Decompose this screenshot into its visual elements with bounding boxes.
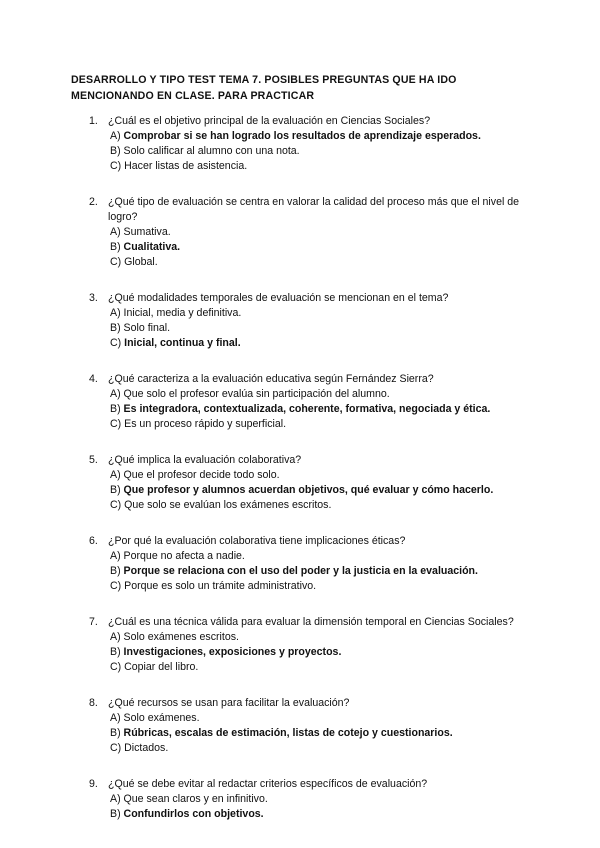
answer-option-correct (110, 726, 541, 741)
option-text: Es un proceso rápido y superficial. (124, 418, 287, 430)
option-text: Que solo el profesor evalúa sin participación del alumno. (123, 388, 390, 400)
question-number: 9. (89, 778, 98, 790)
question-item (71, 615, 541, 675)
option-text: Porque no afecta a nadie. (123, 550, 245, 562)
question-number: 2. (89, 196, 98, 208)
question-item (71, 453, 541, 513)
question-number: 6. (89, 535, 98, 547)
option-letter: A) (110, 226, 124, 238)
question-number: 7. (89, 616, 98, 628)
option-text: Solo final. (123, 322, 171, 334)
correct-answer-text: Comprobar si se han logrado los resultados de aprendizaje esperados. (123, 130, 481, 142)
option-letter: A) (110, 631, 124, 643)
answer-option-correct (110, 483, 541, 498)
option-text: Solo calificar al alumno con una nota. (123, 145, 300, 157)
question-number: 3. (89, 292, 98, 304)
question-text: ¿Qué recursos se usan para facilitar la evaluación? (108, 697, 350, 709)
answer-option (110, 417, 541, 432)
option-letter: C) (110, 661, 125, 673)
option-letter: B) (110, 565, 124, 577)
answer-option (110, 792, 541, 807)
answer-option-correct (110, 807, 541, 822)
answer-options (108, 387, 541, 432)
answer-option-correct (110, 240, 541, 255)
answer-option (110, 468, 541, 483)
option-text: Que el profesor decide todo solo. (123, 469, 280, 481)
answer-option (110, 387, 541, 402)
option-text: Sumativa. (123, 226, 171, 238)
answer-option-correct (110, 645, 541, 660)
answer-options (108, 129, 541, 174)
answer-option-correct (110, 336, 541, 351)
answer-option (110, 579, 541, 594)
correct-answer-text: Confundirlos con objetivos. (123, 808, 264, 820)
document-title-line-1: DESARROLLO Y TIPO TEST TEMA 7. POSIBLES PREGUNTAS QUE HA IDO (71, 74, 457, 86)
document-title (71, 72, 541, 104)
option-letter: B) (110, 646, 124, 658)
question-text: ¿Cuál es el objetivo principal de la evaluación en Ciencias Sociales? (108, 115, 431, 127)
option-letter: C) (110, 742, 125, 754)
option-letter: B) (110, 403, 124, 415)
answer-option (110, 144, 541, 159)
question-text: ¿Qué modalidades temporales de evaluación se mencionan en el tema? (108, 292, 449, 304)
answer-options (108, 306, 541, 351)
correct-answer-text: Rúbricas, escalas de estimación, listas de cotejo y cuestionarios. (123, 727, 453, 739)
question-text: ¿Qué implica la evaluación colaborativa? (108, 454, 302, 466)
correct-answer-text: Que profesor y alumnos acuerdan objetivos, qué evaluar y cómo hacerlo. (123, 484, 494, 496)
option-letter: A) (110, 307, 124, 319)
option-letter: B) (110, 241, 124, 253)
option-letter: B) (110, 145, 124, 157)
answer-option (110, 660, 541, 675)
answer-option (110, 711, 541, 726)
question-item (71, 114, 541, 174)
option-text: Que solo se evalúan los exámenes escritos. (124, 499, 332, 511)
option-letter: C) (110, 160, 125, 172)
answer-options (108, 630, 541, 675)
option-letter: A) (110, 712, 124, 724)
correct-answer-text: Porque se relaciona con el uso del poder y la justicia en la evaluación. (123, 565, 478, 577)
answer-option-correct (110, 129, 541, 144)
answer-option (110, 255, 541, 270)
option-letter: B) (110, 322, 124, 334)
option-letter: C) (110, 499, 125, 511)
question-number: 5. (89, 454, 98, 466)
correct-answer-text: Inicial, continua y final. (124, 337, 241, 349)
option-text: Porque es solo un trámite administrativo. (124, 580, 317, 592)
option-letter: C) (110, 256, 125, 268)
answer-option-correct (110, 564, 541, 579)
option-text: Solo exámenes. (123, 712, 200, 724)
option-letter: B) (110, 484, 124, 496)
option-letter: A) (110, 550, 124, 562)
answer-option (110, 741, 541, 756)
answer-options (108, 225, 541, 270)
answer-options (108, 792, 541, 822)
option-text: Copiar del libro. (124, 661, 199, 673)
answer-option (110, 498, 541, 513)
question-text: ¿Qué se debe evitar al redactar criterios específicos de evaluación? (108, 778, 428, 790)
question-item (71, 291, 541, 351)
answer-option (110, 225, 541, 240)
answer-options (108, 549, 541, 594)
question-item (71, 195, 541, 270)
option-letter: A) (110, 793, 124, 805)
option-letter: A) (110, 388, 124, 400)
option-letter: C) (110, 580, 125, 592)
option-text: Dictados. (124, 742, 169, 754)
question-text: ¿Por qué la evaluación colaborativa tiene implicaciones éticas? (108, 535, 406, 547)
option-letter: A) (110, 469, 124, 481)
option-text: Inicial, media y definitiva. (123, 307, 242, 319)
option-letter: A) (110, 130, 124, 142)
option-letter: C) (110, 418, 125, 430)
question-item (71, 372, 541, 432)
question-item (71, 534, 541, 594)
option-letter: C) (110, 337, 125, 349)
answer-option (110, 630, 541, 645)
option-text: Que sean claros y en infinitivo. (123, 793, 268, 805)
correct-answer-text: Es integradora, contextualizada, coherente, formativa, negociada y ética. (123, 403, 491, 415)
question-number: 4. (89, 373, 98, 385)
answer-options (108, 468, 541, 513)
question-text: ¿Qué caracteriza a la evaluación educativa según Fernández Sierra? (108, 373, 434, 385)
option-text: Hacer listas de asistencia. (124, 160, 248, 172)
question-text: ¿Qué tipo de evaluación se centra en valorar la calidad del proceso más que el nivel de logro? (108, 196, 520, 223)
option-letter: B) (110, 727, 124, 739)
answer-option (110, 549, 541, 564)
option-letter: B) (110, 808, 124, 820)
answer-option-correct (110, 402, 541, 417)
answer-option (110, 321, 541, 336)
document-title-line-2: MENCIONANDO EN CLASE. PARA PRACTICAR (71, 90, 315, 102)
option-text: Solo exámenes escritos. (123, 631, 239, 643)
question-text: ¿Cuál es una técnica válida para evaluar la dimensión temporal en Ciencias Sociales? (108, 616, 514, 628)
answer-options (108, 711, 541, 756)
answer-option (110, 306, 541, 321)
question-list (71, 114, 541, 843)
question-item (71, 696, 541, 756)
correct-answer-text: Cualitativa. (123, 241, 181, 253)
question-item (71, 777, 541, 822)
option-text: Global. (124, 256, 158, 268)
question-number: 1. (89, 115, 98, 127)
answer-option (110, 159, 541, 174)
question-number: 8. (89, 697, 98, 709)
correct-answer-text: Investigaciones, exposiciones y proyectos. (123, 646, 342, 658)
